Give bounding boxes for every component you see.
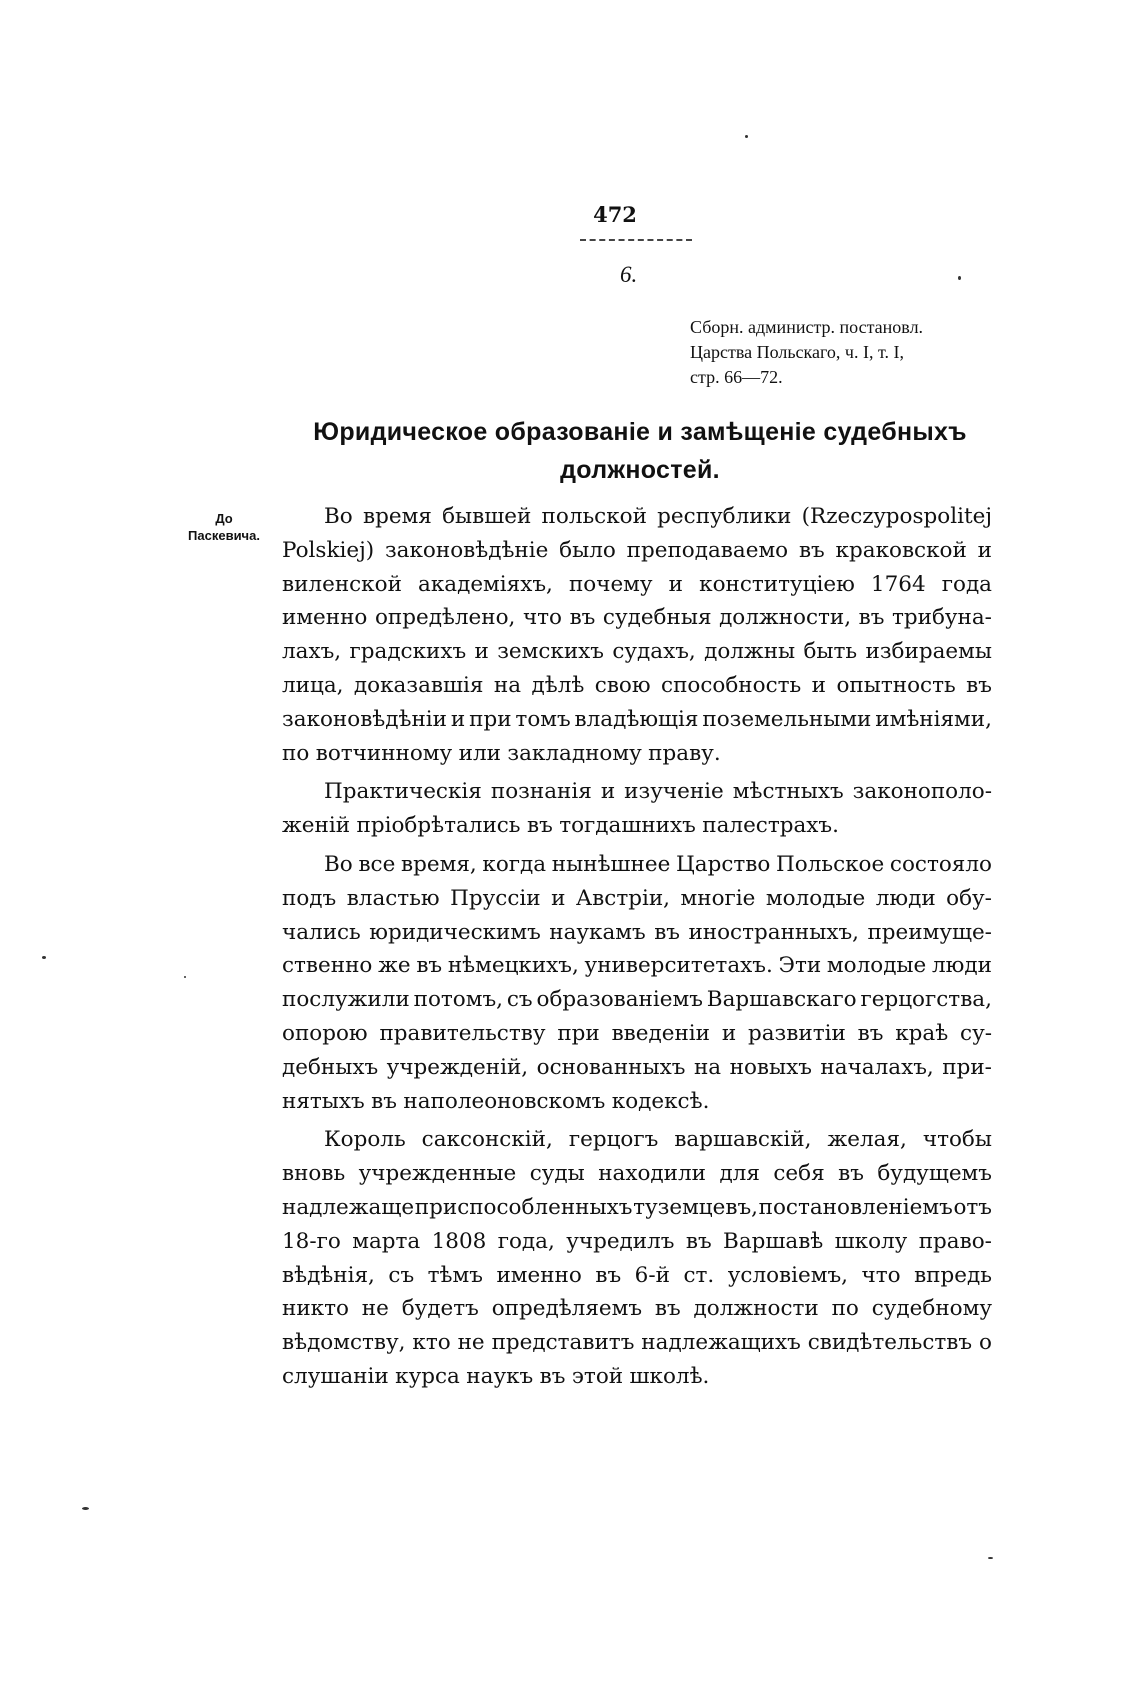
text-line: Практическія познанія и изученіе мѣстныхъ законополо- — [324, 779, 992, 805]
heading-line: Юридическое образованіе и замѣщеніе судебныхъ — [313, 418, 967, 446]
text-line: подъ властью Пруссіи и Австріи, многіе молодые люди обу- — [282, 885, 992, 911]
text-line: Во время бывшей польской республики (Rzeczypospolitej — [324, 504, 992, 529]
section-heading — [290, 413, 990, 489]
text-line: чались юридическимъ наукамъ въ иностранныхъ, преимуще- — [282, 919, 992, 945]
text-line: именно опредѣлено, что въ судебныя должности, въ трибуна- — [282, 605, 992, 631]
text-line: послужили потомъ, съ образованіемъ Варшавскаго герцогства, — [282, 987, 992, 1013]
text-line: Polskiej) законовѣдѣніе было преподаваемо въ краковской и — [282, 537, 992, 563]
source-reference-line: стр. 66—72. — [690, 367, 783, 387]
body-text — [282, 500, 992, 1394]
text-line: женій пріобрѣтались въ тогдашнихъ палестрахъ. — [282, 813, 839, 839]
scan-speck — [82, 1507, 89, 1510]
heading-line: должностей. — [560, 456, 720, 484]
text-line: Во все время, когда нынѣшнее Царство Польское состояло — [324, 851, 992, 877]
source-reference-line: Сборн. администр. постановл. — [690, 317, 924, 337]
scan-speck — [42, 956, 46, 959]
text-line: лица, доказавшія на дѣлѣ свою способность и опытность въ — [282, 672, 992, 698]
page-number-rule — [580, 233, 692, 241]
text-line: нятыхъ въ наполеоновскомъ кодексѣ. — [282, 1088, 710, 1114]
scan-speck — [958, 276, 961, 280]
section-marker: 6. — [620, 262, 638, 287]
margin-note-line: Паскевича. — [188, 528, 260, 543]
text-line: законовѣдѣніи и при томъ владѣющія поземельными имѣніями, — [282, 706, 992, 732]
text-line: 18-го марта 1808 года, учредилъ въ Варшавѣ школу право- — [282, 1228, 992, 1254]
source-reference-line: Царства Польскаго, ч. I, т. I, — [690, 342, 904, 362]
page-number: 472 — [593, 202, 637, 227]
text-line: по вотчинному или закладному праву. — [282, 740, 721, 766]
scan-speck — [745, 135, 748, 138]
text-line: слушаніи курса наукъ въ этой школѣ. — [282, 1363, 710, 1389]
text-line: вѣдѣнія, съ тѣмъ именно въ 6-й ст. условіемъ, что впредь — [282, 1262, 992, 1288]
text-line: никто не будетъ опредѣляемъ въ должности по судебному — [282, 1296, 992, 1322]
text-line: дебныхъ учрежденій, основанныхъ на новыхъ началахъ, при- — [282, 1054, 992, 1080]
margin-note-line: До — [215, 511, 233, 526]
text-line: опорою правительству при введеніи и развитіи въ краѣ су- — [282, 1020, 992, 1046]
text-line: ственно же въ нѣмецкихъ, университетахъ. Эти молодые люди — [282, 953, 992, 979]
text-line: вѣдомству, кто не представитъ надлежащихъ свидѣтельствъ о — [282, 1330, 992, 1356]
text-line: лахъ, градскихъ и земскихъ судахъ, должны быть избираемы — [282, 639, 992, 665]
scan-speck — [184, 976, 186, 978]
scan-speck — [988, 1557, 993, 1559]
text-line: вновь учрежденные суды находили для себя въ будущемъ — [282, 1161, 992, 1187]
margin-note — [168, 510, 280, 544]
text-line: виленской академіяхъ, почему и конституціею 1764 года — [282, 571, 992, 597]
source-reference — [690, 315, 923, 390]
text-line: надлежаще приспособленныхъ туземцевъ, постановленіемъ отъ — [282, 1194, 992, 1220]
text-line: Король саксонскій, герцогъ варшавскій, желая, чтобы — [324, 1127, 992, 1153]
